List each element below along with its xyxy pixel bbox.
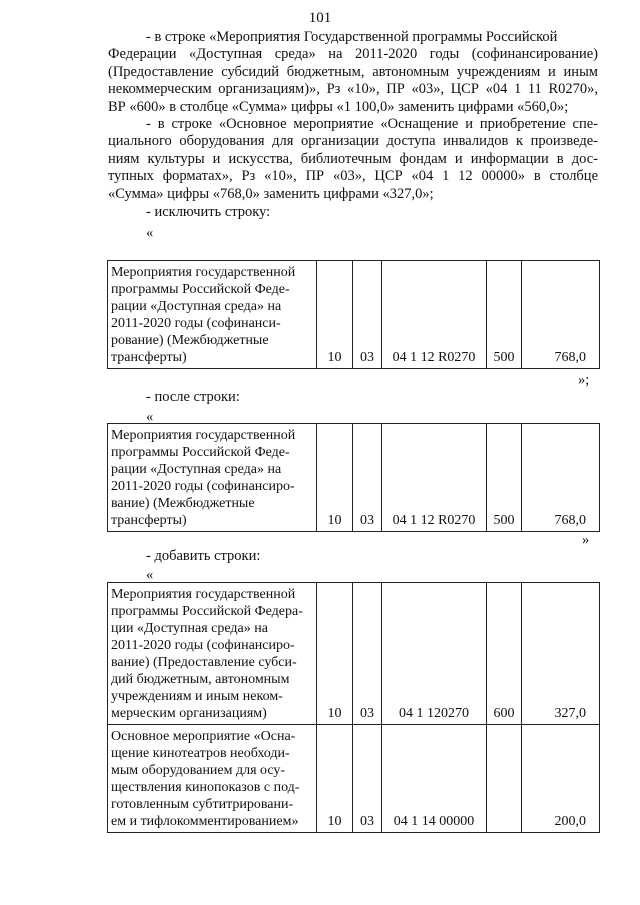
row-name-cell: Мероприятия государственной программы Российской Феде- рации «Доступная среда» на 2011-2020 годы (софинансиро- вание) (Межбюджетные трансферты) xyxy=(108,424,317,532)
row-name-cell: Мероприятия государственной программы Российской Феде- рации «Доступная среда» на 2011-2020 годы (софинанси- рование) (Межбюджетные трансферты) xyxy=(108,261,317,369)
rz-cell: 10 xyxy=(317,424,353,532)
csr-cell: 04 1 120270 xyxy=(382,583,487,725)
open-quote: « xyxy=(146,567,154,583)
vr-cell: 600 xyxy=(487,583,522,725)
rz-cell: 10 xyxy=(317,261,353,369)
pr-cell: 03 xyxy=(353,583,382,725)
close-quote: »; xyxy=(578,372,590,388)
text-line: ВР «600» в столбце «Сумма» цифры «1 100,0» заменить цифрами «560,0»; xyxy=(108,98,569,115)
add-label: - добавить строки: xyxy=(146,548,261,564)
exclude-label: - исключить строку: xyxy=(146,204,271,220)
csr-cell: 04 1 12 R0270 xyxy=(382,424,487,532)
vr-cell: 500 xyxy=(487,424,522,532)
text-line: тупных форматах», Рз «10», ПР «03», ЦСР «04 1 12 00000» в столбце xyxy=(108,168,598,185)
csr-cell: 04 1 14 00000 xyxy=(382,725,487,833)
table-row xyxy=(108,424,600,532)
rz-cell: 10 xyxy=(317,725,353,833)
pr-cell: 03 xyxy=(353,424,382,532)
sum-cell: 768,0 xyxy=(522,424,600,532)
text-line: некоммерческим организациям)», Рз «10», ПР «03», ЦСР «04 1 11 R0270», xyxy=(108,81,598,98)
table-row xyxy=(108,725,600,833)
sum-cell: 327,0 xyxy=(522,583,600,725)
page-number: 101 xyxy=(308,10,332,26)
open-quote: « xyxy=(146,225,154,241)
vr-cell: 500 xyxy=(487,261,522,369)
table-row xyxy=(108,583,600,725)
pr-cell: 03 xyxy=(353,725,382,833)
text-line: циального оборудования для организации доступа инвалидов к произведе- xyxy=(108,133,598,150)
close-quote: » xyxy=(582,532,590,548)
table-row xyxy=(108,261,600,369)
sum-cell: 200,0 xyxy=(522,725,600,833)
sum-cell: 768,0 xyxy=(522,261,600,369)
text-line: (Предоставление субсидий бюджетным, автономным учреждениям и иным xyxy=(108,63,598,80)
text-line: - в строке «Мероприятия Государственной программы Российской xyxy=(146,29,558,45)
add-table xyxy=(107,582,600,833)
rz-cell: 10 xyxy=(317,583,353,725)
row-name-cell: Основное мероприятие «Осна- щение кинотеатров необходи- мым оборудованием для осу- ществления кинопоказов с под- готовленным субтитрировани- ем и тифлокомментированием» xyxy=(108,725,317,833)
after-label: - после строки: xyxy=(146,389,240,405)
after-table xyxy=(107,423,600,532)
amendment-paragraph-1 xyxy=(108,29,598,116)
row-name-cell: Мероприятия государственной программы Российской Федера- ции «Доступная среда» на 2011-2020 годы (софинансиро- вание) (Предоставление субси- дий бюджетным, автономным учреждениям и иным неком- мерческим организациям) xyxy=(108,583,317,725)
pr-cell: 03 xyxy=(353,261,382,369)
text-line: ниям культуры и искусства, библиотечным фондам и информации в дос- xyxy=(108,150,598,167)
text-line: Федерации «Доступная среда» на 2011-2020 годы (софинансирование) xyxy=(108,46,598,63)
csr-cell: 04 1 12 R0270 xyxy=(382,261,487,369)
exclude-table xyxy=(107,260,600,369)
amendment-paragraph-2 xyxy=(108,116,598,203)
open-quote: « xyxy=(146,409,154,425)
text-line: - в строке «Основное мероприятие «Оснащение и приобретение спе- xyxy=(146,116,598,132)
text-line: «Сумма» цифры «768,0» заменить цифрами «327,0»; xyxy=(108,185,434,202)
vr-cell xyxy=(487,725,522,833)
